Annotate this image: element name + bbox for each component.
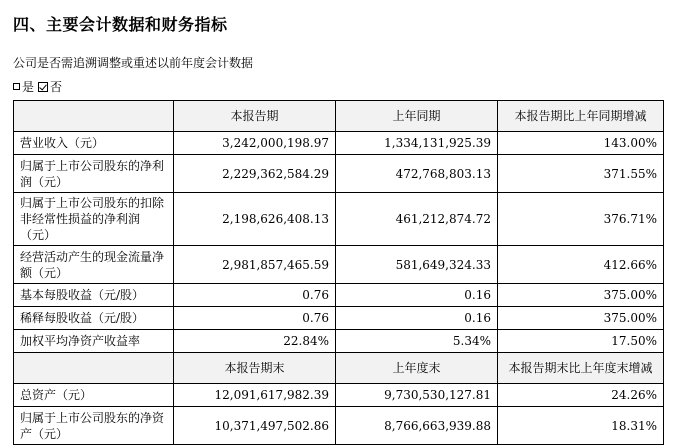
yes-checkbox[interactable] bbox=[13, 83, 20, 90]
header-cell: 本报告期末 bbox=[174, 353, 336, 384]
row-value: 12,091,617,982.39 bbox=[174, 384, 336, 407]
table-row bbox=[14, 193, 664, 246]
section-title: 四、主要会计数据和财务指标 bbox=[13, 15, 228, 34]
row-label: 归属于上市公司股东的扣除非经常性损益的净利润（元） bbox=[14, 193, 174, 246]
table-header-row bbox=[14, 101, 664, 132]
row-label: 基本每股收益（元/股） bbox=[14, 284, 174, 307]
no-label: 否 bbox=[50, 80, 63, 94]
row-value: 375.00% bbox=[498, 284, 664, 307]
row-value: 18.31% bbox=[498, 407, 664, 445]
table-row bbox=[14, 407, 664, 445]
row-value: 375.00% bbox=[498, 307, 664, 330]
restatement-question: 公司是否需追溯调整或重述以前年度会计数据 bbox=[13, 56, 254, 70]
header-cell bbox=[14, 101, 174, 132]
header-cell: 本报告期末比上年度末增减 bbox=[498, 353, 664, 384]
row-value: 0.76 bbox=[174, 307, 336, 330]
row-label: 归属于上市公司股东的净资产（元） bbox=[14, 407, 174, 445]
table-row bbox=[14, 384, 664, 407]
row-value: 2,981,857,465.59 bbox=[174, 246, 336, 284]
financial-indicators-table bbox=[13, 100, 664, 445]
row-value: 1,334,131,925.39 bbox=[336, 132, 498, 155]
restatement-answer bbox=[13, 78, 66, 95]
row-value: 461,212,874.72 bbox=[336, 193, 498, 246]
table-row bbox=[14, 246, 664, 284]
row-value: 0.16 bbox=[336, 307, 498, 330]
row-value: 472,768,803.13 bbox=[336, 155, 498, 193]
row-label: 稀释每股收益（元/股） bbox=[14, 307, 174, 330]
table-row bbox=[14, 330, 664, 353]
no-checkbox-checked[interactable] bbox=[38, 82, 48, 92]
row-label: 经营活动产生的现金流量净额（元） bbox=[14, 246, 174, 284]
row-label: 归属于上市公司股东的净利润（元） bbox=[14, 155, 174, 193]
row-value: 24.26% bbox=[498, 384, 664, 407]
row-label: 营业收入（元） bbox=[14, 132, 174, 155]
row-label: 总资产（元） bbox=[14, 384, 174, 407]
row-value: 2,198,626,408.13 bbox=[174, 193, 336, 246]
row-label: 加权平均净资产收益率 bbox=[14, 330, 174, 353]
header-cell: 上年同期 bbox=[336, 101, 498, 132]
row-value: 0.76 bbox=[174, 284, 336, 307]
row-value: 2,229,362,584.29 bbox=[174, 155, 336, 193]
row-value: 5.34% bbox=[336, 330, 498, 353]
yes-label: 是 bbox=[22, 80, 35, 94]
row-value: 22.84% bbox=[174, 330, 336, 353]
header-cell bbox=[14, 353, 174, 384]
table-row bbox=[14, 155, 664, 193]
header-cell: 本报告期比上年同期增减 bbox=[498, 101, 664, 132]
table-header-row bbox=[14, 353, 664, 384]
row-value: 9,730,530,127.81 bbox=[336, 384, 498, 407]
row-value: 412.66% bbox=[498, 246, 664, 284]
table-row bbox=[14, 284, 664, 307]
row-value: 581,649,324.33 bbox=[336, 246, 498, 284]
row-value: 376.71% bbox=[498, 193, 664, 246]
row-value: 10,371,497,502.86 bbox=[174, 407, 336, 445]
row-value: 143.00% bbox=[498, 132, 664, 155]
table-row bbox=[14, 307, 664, 330]
row-value: 3,242,000,198.97 bbox=[174, 132, 336, 155]
header-cell: 本报告期 bbox=[174, 101, 336, 132]
row-value: 8,766,663,939.88 bbox=[336, 407, 498, 445]
table-row bbox=[14, 132, 664, 155]
row-value: 371.55% bbox=[498, 155, 664, 193]
row-value: 0.16 bbox=[336, 284, 498, 307]
row-value: 17.50% bbox=[498, 330, 664, 353]
header-cell: 上年度末 bbox=[336, 353, 498, 384]
